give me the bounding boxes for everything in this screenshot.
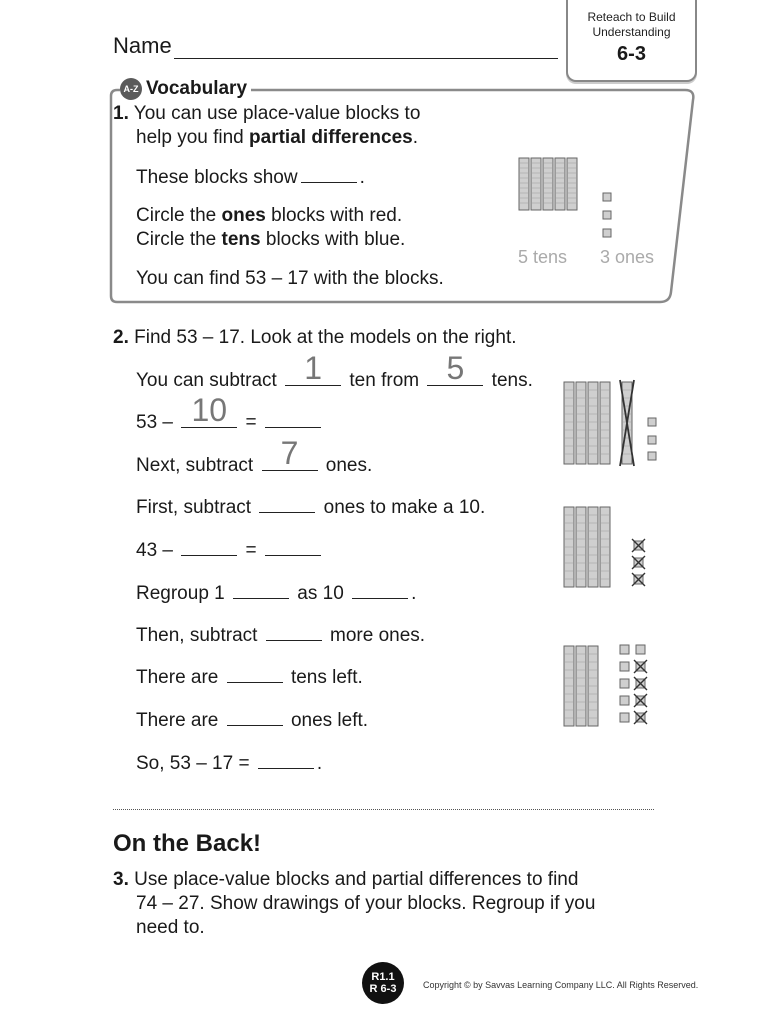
ones-left-line [136,708,368,733]
text: = [245,412,257,433]
tens-rods [519,158,577,210]
ones-cubes [603,193,611,237]
ones-term: ones [221,205,266,226]
tab-line2: Understanding [592,25,671,39]
text: Regroup 1 [136,583,225,604]
handwritten-answer: 7 [280,435,299,471]
section-divider [113,809,654,810]
text: Then, subtract [136,625,258,646]
next-subtract-line [136,435,373,478]
find-with-blocks-line: You can find 53 – 17 with the blocks. [136,268,444,289]
fig-ones-label: 3 ones [600,247,655,267]
vocab-blocks-figure [515,155,665,245]
answer-blank[interactable] [265,410,321,428]
text: . [411,583,417,604]
model-subtract-ten [560,378,665,468]
name-line[interactable] [174,37,558,59]
text: blocks with blue. [260,229,406,250]
equation2-line [136,538,324,563]
tens-left-line [136,665,363,690]
answer-blank[interactable] [262,435,318,471]
text: Circle the [136,229,222,250]
problem2-intro [113,326,517,350]
lesson-tab [566,0,697,82]
text: . [412,127,418,148]
answer-blank[interactable] [352,581,408,599]
blocks-show-line [136,165,365,190]
ones-cubes [648,418,656,460]
answer-blank[interactable] [258,751,314,769]
regroup-line [136,581,416,606]
answer-blank[interactable] [181,392,237,428]
answer-blank[interactable] [266,623,322,641]
tens-term: tens [221,229,261,250]
copyright-notice: Copyright © by Savvas Learning Company LLC. All Rights Reserved. [423,980,699,990]
lesson-number: 6-3 [617,43,646,65]
text: ones to make a 10. [323,497,486,518]
text: help you find [136,127,250,148]
problem3-line3: need to. [136,917,205,938]
text: Use place-value blocks and partial differences to find [134,869,579,890]
then-subtract-line [136,623,425,648]
text: So, 53 – 17 = [136,753,250,774]
answer-blank[interactable] [233,581,289,599]
badge-line1: R1.1 [371,971,395,983]
answer-blank[interactable] [265,538,321,556]
text: = [245,540,257,561]
text: more ones. [330,625,426,646]
subtract-ten-line [136,350,533,393]
page-badge [362,962,404,1004]
tab-line1: Reteach to Build [587,10,676,24]
text: as 10 [297,583,344,604]
first-subtract-line [136,495,485,520]
text: These blocks show [136,167,298,188]
model-regroup [560,642,665,732]
text: There are [136,710,219,731]
text: 43 – [136,540,173,561]
vocabulary-title: Vocabulary [146,78,248,99]
problem3-line2: 74 – 27. Show drawings of your blocks. Regroup if you [136,893,596,914]
handwritten-answer: 5 [446,350,465,386]
text: blocks with red. [265,205,403,226]
name-field[interactable] [113,33,558,59]
partial-differences-term: partial differences [249,127,413,148]
text: tens left. [290,667,363,688]
answer-blank[interactable] [181,538,237,556]
handwritten-answer: 1 [304,350,323,386]
on-the-back-title: On the Back! [113,830,262,857]
fig-tens-label: 5 tens [518,247,568,267]
answer-blank[interactable] [285,350,341,386]
circle-tens-line [136,228,405,252]
vocab-line1 [113,102,420,126]
item-number: 2. [113,327,129,348]
text: Find 53 – 17. Look at the models on the right. [134,327,517,348]
answer-blank[interactable] [427,350,483,386]
vocab-text: You can use place-value blocks to [133,103,421,124]
vocabulary-header [120,78,251,100]
vocab-line2 [136,126,418,150]
item-number: 3. [113,869,129,890]
text: . [359,167,365,188]
text: Circle the [136,205,222,226]
text: Next, subtract [136,455,254,476]
text: ones. [325,455,373,476]
text: You can subtract [136,370,277,391]
so-result-line [136,751,322,776]
text: There are [136,667,219,688]
handwritten-answer: 10 [191,392,228,428]
equation1-line [136,392,324,435]
name-label: Name [113,33,172,58]
item-number: 1. [113,103,129,124]
text: 53 – [136,412,173,433]
problem3-line1 [113,868,578,892]
text: . [316,753,323,774]
answer-blank[interactable] [227,708,283,726]
badge-line2: R 6-3 [369,983,397,995]
circle-ones-line [136,204,402,228]
text: First, subtract [136,497,252,518]
model-make-ten [560,503,665,593]
answer-blank[interactable] [259,495,315,513]
text: ten from [349,370,420,391]
answer-blank[interactable] [227,665,283,683]
text: tens. [491,370,533,391]
text: ones left. [290,710,369,731]
answer-blank[interactable] [301,165,357,183]
az-icon: A-Z [120,78,142,100]
